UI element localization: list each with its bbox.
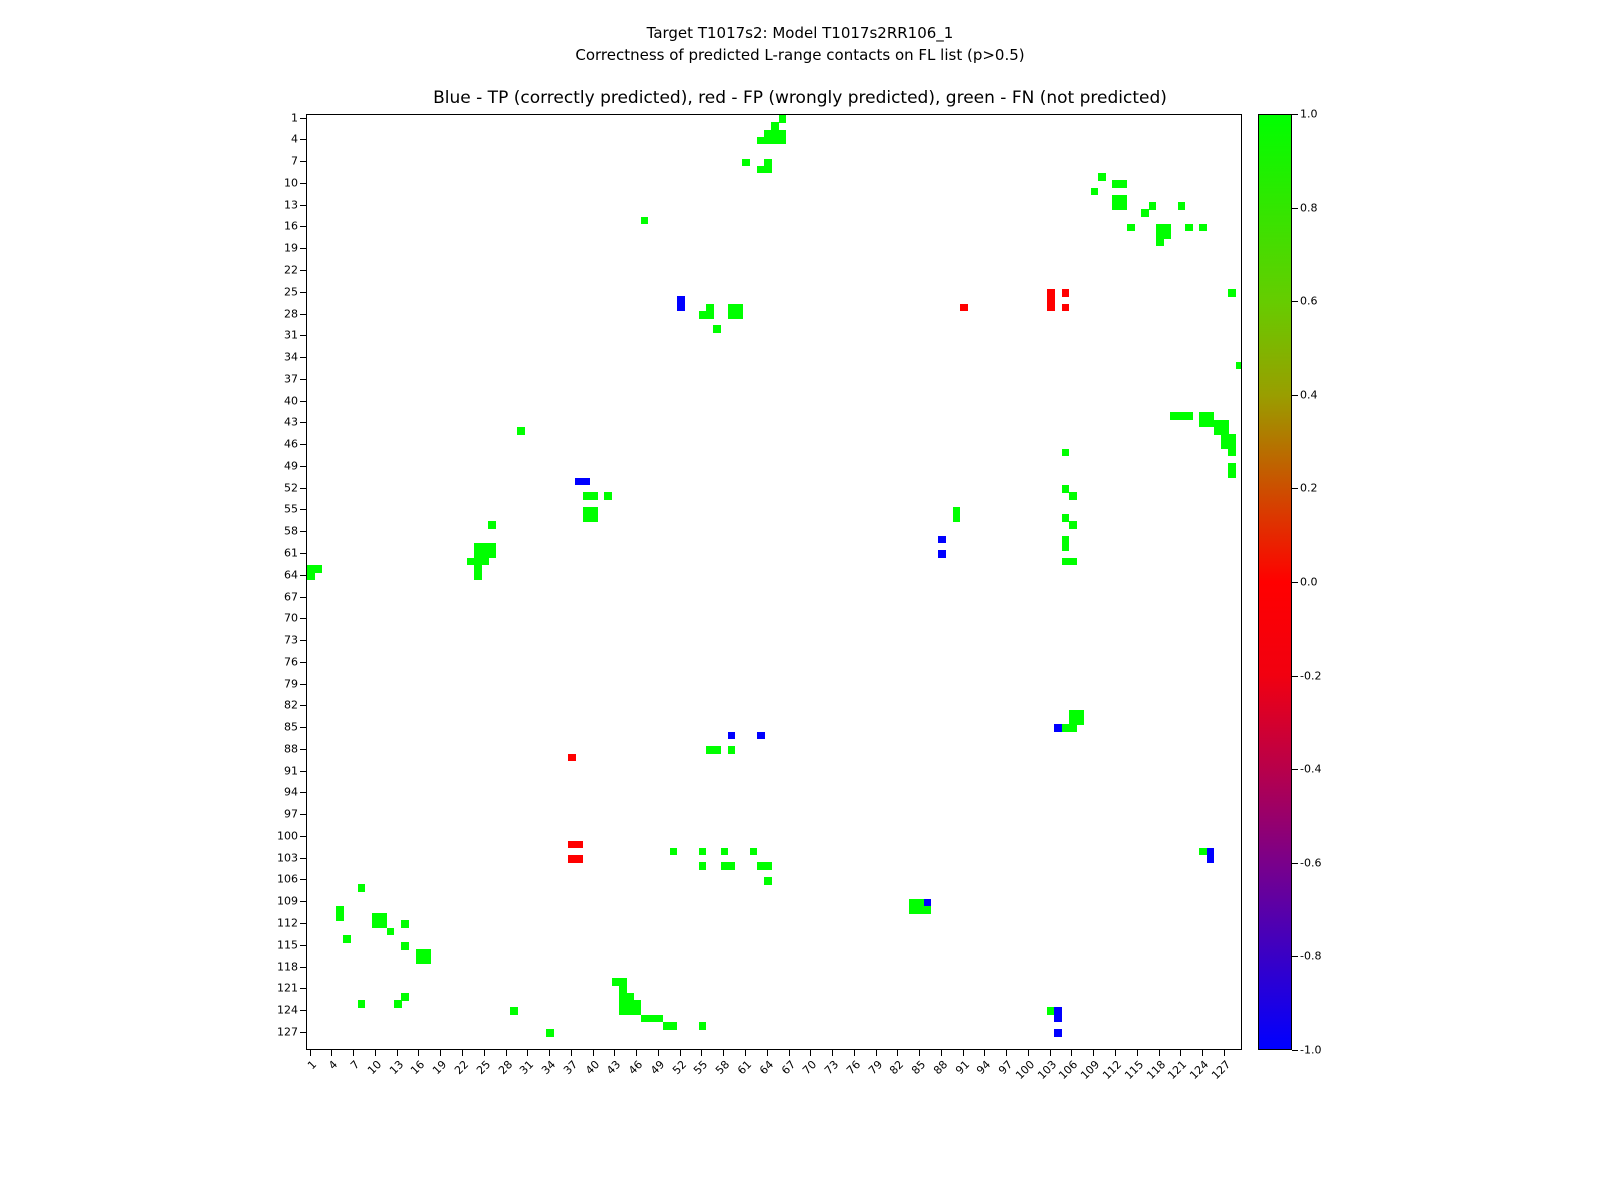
contact-cell [1062, 289, 1070, 297]
y-axis-tick-label: 16 [284, 219, 298, 233]
y-axis-tick-label: 94 [284, 785, 298, 799]
x-axis-tick-label: 58 [713, 1058, 733, 1078]
x-axis-tick-label: 70 [800, 1058, 820, 1078]
contact-cell [568, 754, 576, 762]
chart-title [0, 22, 1600, 66]
x-axis-tick-mark [1115, 1050, 1116, 1056]
contact-cell [1207, 855, 1215, 863]
x-axis-tick-mark [549, 1050, 550, 1056]
contact-cell [757, 732, 765, 740]
y-axis-tick-label: 61 [284, 546, 298, 560]
x-axis-tick-label: 73 [822, 1058, 842, 1078]
x-axis-tick-mark [963, 1050, 964, 1056]
contact-cell [583, 478, 591, 486]
y-axis-tick-label: 91 [284, 764, 298, 778]
x-axis-tick-mark [1224, 1050, 1225, 1056]
contact-cell [1185, 412, 1193, 420]
colorbar-tick-mark [1292, 863, 1298, 864]
x-axis-tick-mark [636, 1050, 637, 1056]
x-axis-tick-mark [484, 1050, 485, 1056]
y-axis-tick-label: 19 [284, 241, 298, 255]
contact-cell [314, 565, 322, 573]
x-axis-tick-mark [701, 1050, 702, 1056]
contact-cell [699, 862, 707, 870]
y-axis-tick-label: 124 [277, 1003, 298, 1017]
x-axis-tick-mark [1137, 1050, 1138, 1056]
colorbar-tick-label: -0.6 [1300, 856, 1322, 870]
contact-cell [960, 304, 968, 312]
x-axis-tick-mark [397, 1050, 398, 1056]
x-axis-tick-mark [767, 1050, 768, 1056]
y-axis-tick-label: 43 [284, 415, 298, 429]
contact-cell [670, 848, 678, 856]
x-axis-tick-mark [462, 1050, 463, 1056]
contact-cell [401, 920, 409, 928]
x-axis-tick-mark [723, 1050, 724, 1056]
y-axis-tick-label: 52 [284, 481, 298, 495]
y-axis-tick-label: 70 [284, 611, 298, 625]
x-axis-tick-mark [331, 1050, 332, 1056]
x-axis-tick-label: 124 [1187, 1058, 1212, 1083]
contact-cell [728, 732, 736, 740]
x-axis-tick-mark [680, 1050, 681, 1056]
colorbar-tick-label: 0.8 [1300, 201, 1318, 215]
contact-cell [575, 841, 583, 849]
y-axis-tick-label: 112 [277, 916, 298, 930]
y-axis-tick-label: 76 [284, 655, 298, 669]
y-axis-tick-label: 1 [291, 111, 298, 125]
colorbar-tick-mark [1292, 1050, 1298, 1051]
contact-cell [336, 913, 344, 921]
y-axis-tick-label: 115 [277, 938, 298, 952]
x-axis-tick-mark [854, 1050, 855, 1056]
contact-cell [1156, 238, 1164, 246]
contact-cell [721, 848, 729, 856]
contact-cell [713, 325, 721, 333]
x-axis-tick-label: 121 [1165, 1058, 1190, 1083]
x-axis-tick-label: 19 [430, 1058, 450, 1078]
contact-cell [1127, 224, 1135, 232]
x-axis-tick-mark [789, 1050, 790, 1056]
contact-cell [488, 550, 496, 558]
contact-cell [924, 906, 932, 914]
x-axis-tick-label: 94 [974, 1058, 994, 1078]
contact-cell [517, 427, 525, 435]
contact-cell [358, 1000, 366, 1008]
colorbar-tick-mark [1292, 956, 1298, 957]
contact-cell [641, 217, 649, 225]
x-axis-tick-mark [810, 1050, 811, 1056]
x-axis-tick-mark [310, 1050, 311, 1056]
x-axis-tick-label: 10 [365, 1058, 385, 1078]
y-axis-tick-label: 4 [291, 132, 298, 146]
y-axis-tick-label: 46 [284, 437, 298, 451]
y-axis-tick-label: 100 [277, 829, 298, 843]
x-axis-tick-label: 7 [348, 1058, 363, 1073]
x-axis-tick-label: 88 [930, 1058, 951, 1078]
contact-cell [1054, 1015, 1062, 1023]
y-axis-tick-label: 40 [284, 394, 298, 408]
x-axis-tick-mark [919, 1050, 920, 1056]
x-axis-tick-label: 40 [582, 1058, 602, 1078]
colorbar-tick-label: -0.2 [1300, 669, 1322, 683]
x-axis-tick-mark [1093, 1050, 1094, 1056]
contact-cell [1069, 558, 1077, 566]
contact-cell [394, 1000, 402, 1008]
x-axis-tick-mark [1006, 1050, 1007, 1056]
x-axis-tick-mark [571, 1050, 572, 1056]
y-axis-tick-label: 127 [277, 1025, 298, 1039]
contact-cell [1069, 724, 1077, 732]
y-axis-tick-label: 58 [284, 524, 298, 538]
contact-cell [953, 514, 961, 522]
contact-cell [401, 942, 409, 950]
contact-cell [1228, 449, 1236, 457]
contact-cell [1047, 304, 1055, 312]
contact-cell [750, 848, 758, 856]
contact-cell [706, 311, 714, 319]
y-axis-tick-label: 34 [284, 350, 298, 364]
x-axis-tick-label: 22 [452, 1058, 472, 1078]
contact-map-plot[interactable] [306, 114, 1242, 1050]
contact-cell [1163, 231, 1171, 239]
contact-cell [938, 536, 946, 544]
x-axis-tick-label: 4 [326, 1058, 341, 1073]
x-axis-tick-mark [1202, 1050, 1203, 1056]
title-line-1: Target T1017s2: Model T1017s2RR106_1 [646, 24, 954, 42]
contact-cells [307, 115, 1241, 1049]
colorbar-tick-mark [1292, 208, 1298, 209]
colorbar-tick-label: 1.0 [1300, 107, 1318, 121]
colorbar [1258, 114, 1292, 1050]
x-axis-tick-label: 61 [735, 1058, 755, 1078]
legend-note: Blue - TP (correctly predicted), red - FP (wrongly predicted), green - FN (not predicted) [433, 88, 1167, 108]
colorbar-tick-mark [1292, 488, 1298, 489]
colorbar-tick-label: 0.2 [1300, 481, 1318, 495]
contact-cell [474, 572, 482, 580]
colorbar-tick-label: 0.6 [1300, 294, 1318, 308]
x-axis-tick-mark [1180, 1050, 1181, 1056]
x-axis-tick-mark [418, 1050, 419, 1056]
contact-cell [779, 137, 787, 145]
x-axis-tick-label: 16 [408, 1058, 428, 1078]
y-axis-tick-label: 85 [284, 720, 298, 734]
contact-cell [764, 877, 772, 885]
colorbar-tick-label: -0.4 [1300, 762, 1322, 776]
title-line-2: Correctness of predicted L-range contacts on FL list (p>0.5) [575, 46, 1025, 64]
x-axis-tick-mark [745, 1050, 746, 1056]
y-axis-tick-label: 106 [277, 872, 298, 886]
contact-cell [1120, 202, 1128, 210]
x-axis-tick-label: 82 [887, 1058, 907, 1078]
x-axis-tick-label: 1 [304, 1058, 319, 1073]
colorbar-tick-mark [1292, 582, 1298, 583]
contact-cell [1069, 521, 1077, 529]
x-axis-tick-label: 76 [843, 1058, 864, 1078]
x-axis-tick-mark [375, 1050, 376, 1056]
x-axis-tick-label: 79 [865, 1058, 885, 1078]
contact-cell [307, 572, 315, 580]
x-axis-tick-mark [984, 1050, 985, 1056]
contact-cell [699, 1022, 707, 1030]
x-axis-tick-label: 28 [495, 1058, 515, 1078]
x-axis-tick-mark [593, 1050, 594, 1056]
contact-cell [481, 558, 489, 566]
y-axis-tick-label: 49 [284, 459, 298, 473]
x-axis-tick-label: 46 [626, 1058, 646, 1078]
y-axis-tick-label: 97 [284, 807, 298, 821]
x-axis-tick-label: 55 [691, 1058, 711, 1078]
x-axis-tick-mark [897, 1050, 898, 1056]
contact-cell [590, 492, 598, 500]
x-axis-tick-label: 106 [1056, 1058, 1081, 1083]
colorbar-tick-mark [1292, 395, 1298, 396]
contact-cell [1062, 304, 1070, 312]
x-axis-tick-label: 13 [386, 1058, 406, 1078]
x-axis-tick-mark [1050, 1050, 1051, 1056]
colorbar-tick-mark [1292, 769, 1298, 770]
y-axis-tick-label: 37 [284, 372, 298, 386]
y-axis-tick-label: 64 [284, 568, 298, 582]
colorbar-tick-label: -0.8 [1300, 949, 1322, 963]
contact-cell [742, 159, 750, 167]
colorbar-tick-mark [1292, 301, 1298, 302]
contact-cell [604, 492, 612, 500]
x-axis-tick-mark [527, 1050, 528, 1056]
x-axis-tick-mark [1028, 1050, 1029, 1056]
x-axis-tick-mark [440, 1050, 441, 1056]
colorbar-tick-label: 0.0 [1300, 575, 1318, 589]
y-axis-tick-label: 31 [284, 328, 298, 342]
contact-cell [343, 935, 351, 943]
contact-cell [699, 848, 707, 856]
y-axis-tick-label: 22 [284, 263, 298, 277]
x-axis-tick-label: 37 [560, 1058, 581, 1078]
x-axis-tick-mark [614, 1050, 615, 1056]
contact-cell [1141, 209, 1149, 217]
y-axis-tick-label: 7 [291, 154, 298, 168]
x-axis-tick-label: 103 [1034, 1058, 1059, 1083]
colorbar-tick-mark [1292, 676, 1298, 677]
contact-cell [1228, 471, 1236, 479]
x-axis-tick-label: 112 [1100, 1058, 1125, 1083]
y-axis-tick-label: 13 [284, 198, 298, 212]
contact-cell [728, 862, 736, 870]
x-axis-tick-label: 115 [1121, 1058, 1146, 1083]
contact-cell [1076, 717, 1084, 725]
x-axis-tick-mark [941, 1050, 942, 1056]
x-axis-tick-label: 52 [669, 1058, 689, 1078]
contact-cell [1185, 224, 1193, 232]
contact-cell [358, 884, 366, 892]
y-axis-tick-label: 109 [277, 894, 298, 908]
x-axis-tick-mark [876, 1050, 877, 1056]
y-axis-tick-label: 55 [284, 502, 298, 516]
contact-cell [1236, 362, 1242, 370]
y-axis-tick-label: 121 [277, 981, 298, 995]
x-axis-tick-label: 25 [473, 1058, 493, 1078]
contact-cell [590, 514, 598, 522]
y-axis-tick-label: 103 [277, 851, 298, 865]
contact-cell [1062, 449, 1070, 457]
x-axis-tick-mark [353, 1050, 354, 1056]
contact-cell [1178, 202, 1186, 210]
contact-cell [735, 311, 743, 319]
colorbar-tick-label: -1.0 [1300, 1043, 1322, 1057]
y-axis-tick-label: 118 [277, 960, 298, 974]
y-axis-tick-label: 28 [284, 307, 298, 321]
contact-cell [1062, 543, 1070, 551]
y-axis-tick-label: 10 [284, 176, 298, 190]
x-axis-tick-mark [506, 1050, 507, 1056]
x-axis-tick-label: 49 [648, 1058, 668, 1078]
x-axis-tick-label: 43 [604, 1058, 624, 1078]
contact-cell [387, 928, 395, 936]
contact-cell [488, 521, 496, 529]
contact-cell [670, 1022, 678, 1030]
x-axis-tick-mark [832, 1050, 833, 1056]
contact-cell [779, 115, 787, 123]
colorbar-tick-label: 0.4 [1300, 388, 1318, 402]
contact-cell [728, 746, 736, 754]
contact-cell [1098, 173, 1106, 181]
colorbar-tick-mark [1292, 114, 1298, 115]
contact-cell [713, 746, 721, 754]
contact-cell [1091, 188, 1099, 196]
contact-cell [575, 855, 583, 863]
y-axis-tick-label: 73 [284, 633, 298, 647]
contact-cell [510, 1007, 518, 1015]
x-axis-tick-label: 64 [756, 1058, 776, 1078]
contact-cell [938, 550, 946, 558]
x-axis-tick-label: 100 [1013, 1058, 1038, 1083]
contact-cell [1120, 180, 1128, 188]
contact-cell [1199, 224, 1207, 232]
contact-cell [1149, 202, 1157, 210]
x-axis-tick-label: 85 [909, 1058, 929, 1078]
x-axis-tick-label: 91 [952, 1058, 972, 1078]
contact-cell [764, 166, 772, 174]
x-axis-tick-label: 118 [1143, 1058, 1168, 1083]
contact-cell [423, 957, 431, 965]
x-axis-tick-label: 67 [778, 1058, 798, 1078]
y-axis-tick-label: 88 [284, 742, 298, 756]
y-axis-tick-label: 25 [284, 285, 298, 299]
contact-cell [764, 862, 772, 870]
contact-cell [1228, 289, 1236, 297]
x-axis-tick-mark [1071, 1050, 1072, 1056]
x-axis-tick-label: 127 [1209, 1058, 1234, 1083]
x-axis-tick-mark [1159, 1050, 1160, 1056]
contact-cell [546, 1029, 554, 1037]
contact-cell [401, 993, 409, 1001]
y-axis-tick-label: 79 [284, 677, 298, 691]
x-axis-tick-mark [658, 1050, 659, 1056]
x-axis-tick-label: 34 [539, 1058, 559, 1078]
x-axis-tick-label: 97 [996, 1058, 1016, 1078]
x-axis-tick-label: 31 [517, 1058, 537, 1078]
contact-cell [1054, 1029, 1062, 1037]
contact-cell [1069, 492, 1077, 500]
y-axis-tick-label: 82 [284, 698, 298, 712]
y-axis-tick-label: 67 [284, 590, 298, 603]
x-axis-tick-label: 109 [1078, 1058, 1103, 1083]
contact-cell [677, 304, 685, 312]
